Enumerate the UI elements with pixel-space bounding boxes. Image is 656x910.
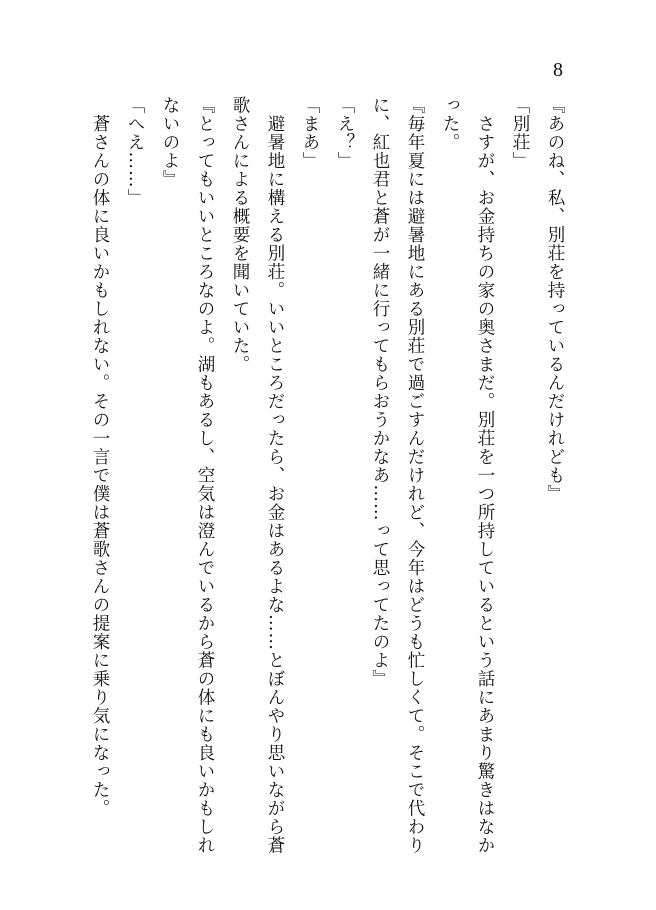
paragraph-line-4: 『毎年夏には避暑地にある別荘で過ごすんだけれど、今年はどうも忙しくて。そこで代わりに、紅也君と蒼が一緒に行ってもらおうかなあ……って思ってたのよ』 — [370, 96, 425, 855]
paragraph-line-8: 『とってもいいところなのよ。湖もあるし、空気は澄んでいるから蒼の体にも良いかもしれないのよ』 — [160, 96, 215, 855]
vertical-text-body — [82, 96, 572, 856]
paragraph-line-6: 「まあ」 — [300, 96, 320, 170]
page-number: 8 — [553, 59, 563, 81]
paragraph-line-9: 「へえ……」 — [125, 96, 145, 207]
paragraph-line-1: 『あのね、私、別荘を持っているんだけれども』 — [545, 96, 565, 503]
paragraph-line-7: 避暑地に構える別荘。いいところだったら、お金はあるよな……とぼんやり思いながら蒼歌さんによる概要を聞いていた。 — [230, 96, 285, 855]
paragraph-line-10: 蒼さんの体に良いかもしれない。その一言で僕は蒼歌さんの提案に乗り気になった。 — [90, 96, 110, 818]
paragraph-line-2: 「別荘」 — [510, 96, 530, 170]
paragraph-line-5: 「え？」 — [335, 96, 355, 170]
paragraph-line-3: さすが、お金持ちの家の奥さまだ。別荘を一つ所持しているという話にあまり驚きはなかった。 — [440, 96, 495, 855]
